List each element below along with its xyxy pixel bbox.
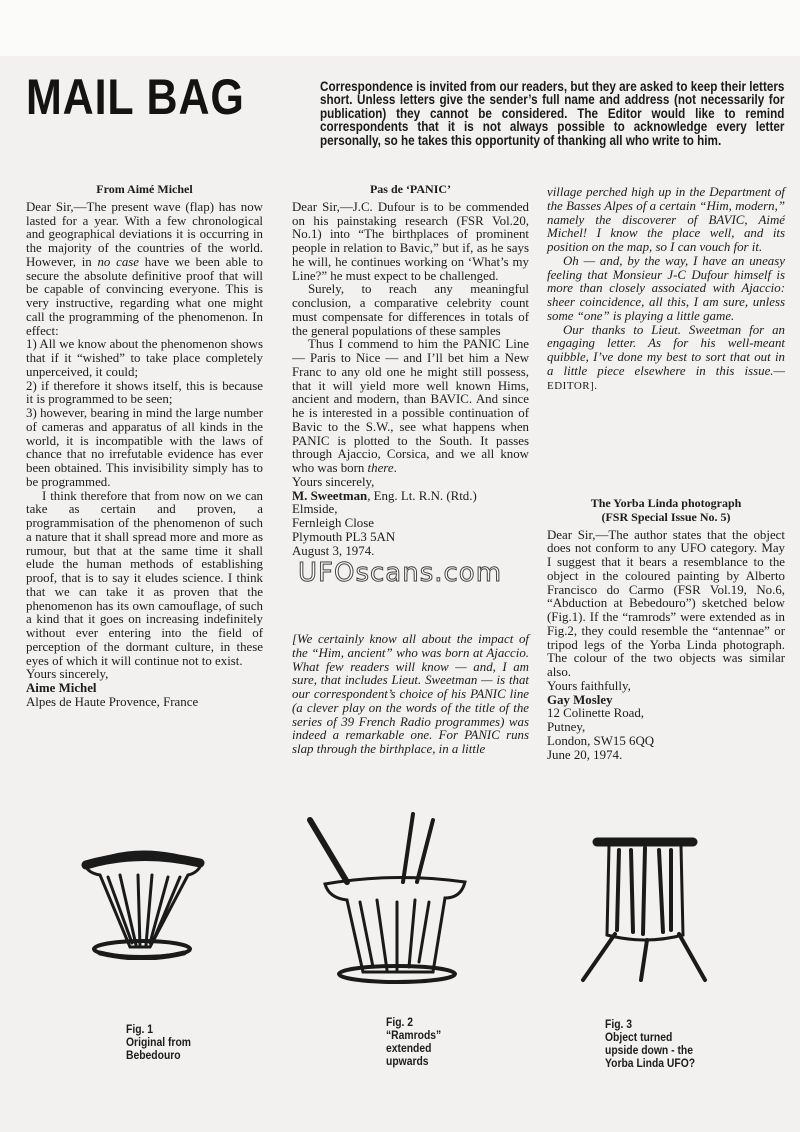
caption-line: Object turned [605,1032,673,1044]
editor-note-text: Oh — and, by the way, I have an uneasy feeling that Monsieur J-C Dufour himself is more than closely associated with Ajaccio: sheer coincidence, all this, I am sure, unless some “one” is playing a little game. [547,253,785,323]
letter-subheading: (FSR Special Issue No. 5) [601,509,731,524]
letter-paragraph [292,338,529,476]
letter-closing: Yours faithfully, [547,678,631,693]
page-title: MAIL BAG [26,69,245,125]
letter-paragraph [26,338,263,379]
letter-paragraph [26,201,263,339]
paragraph-text: Thus I commend to him the PANIC Line — Paris to Nice — and I’ll bet him a New Franc to any old one he might still possess, that it will yield more well known Hims, ancient and modern, than BAVIC. And since he is interested in a possible continuation of Bavic to the S.W., see what happens when PANIC is plotted to the South. It passes through Ajaccio, Corsica, and we all know who was born [292,337,529,475]
letter-signature: M. Sweetman [292,488,368,503]
emphasis-text: there [367,461,394,475]
letter-heading: Pas de ‘PANIC’ [369,182,452,196]
letter-heading: From Aimé Michel [96,182,193,196]
figure-3-caption [605,1019,695,1071]
page-margin [0,0,800,56]
letter-body: Dear Sir,—The author states that the object does not conform to any UFO category. May I suggest that it bears a resemblance to the object in the coloured painting by Alberto Francisco do Carmo (FSR Vol.19, No.6, “Abduction at Bebedouro”) sketched below (Fig.1). If the “ramrods” were extended as in Fig.2, they could resemble the “antennae” or tripod legs of the Yorba Linda photograph. The colour of the two objects was similar also. [547,527,785,679]
letter-address-line: Alpes de Haute Provence, France [26,694,199,709]
letter-heading: The Yorba Linda photograph [590,496,742,510]
letter-pas-de-panic [292,183,529,558]
intro-notice: Correspondence is invited from our readers, but they are asked to keep their letters short. Unless letters give the sender’s full name and address (not necessarily for publication) they cannot be considered. The Editor would like to remind correspondents that it is not always possible to acknowledge every letter personally, so he takes this opportunity of thanking all who write to him. [320,79,785,148]
figure-1-sketch [80,835,210,960]
letter-paragraph [26,380,263,408]
letter-closing: Yours sincerely, [26,667,109,682]
letter-body [292,201,529,476]
letter-paragraph [26,490,263,669]
paragraph-text: 3) however, bearing in mind the large number of cameras and apparatus of all kinds in the world, it is incompatible with the laws of chance that no irrefutable evidence has ever been obtained. This invisibility simply has to be programmed. [26,406,263,489]
letter-date: August 3, 1974. [292,543,375,558]
paragraph-text: Dear Sir,—The present wave (flap) has now lasted for a year. With a few chronological and geographical deviations it is occurring in the majority of the countries of the world. However, in [26,199,263,269]
paragraph-text: Surely, to reach any meaningful conclusion, a comparative celebrity count must compensate for differences in totals of the general populations of these samples [292,282,529,338]
figure-3-sketch [575,830,715,985]
signature-rank: , Eng. Lt. R.N. (Rtd.) [367,488,477,503]
letter-paragraph [292,201,529,284]
letter-aime-michel [26,183,263,710]
caption-line: “Ramrods” [386,1030,442,1042]
letter-address-line: 12 Colinette Road, [547,706,645,721]
letter-address-line: Plymouth PL3 5AN [292,529,396,544]
figure-1-caption [126,1024,191,1063]
letter-address-line: Putney, [547,720,586,734]
editor-note-text: [We certainly know all about the impact of the “Him, ancient” who was born at Ajaccio. What few readers will know — and, I am sure, that includes Lieut. Sweetman — is that our correspondent’s choice of his PANIC line (a clever play on the words of the title of the series of 39 French Radio programmes) was indeed a remarkable one. For PANIC runs slap through the birthplace, in a little [292,632,529,756]
letter-body [26,201,263,669]
figure-label: Fig. 3 [605,1019,633,1031]
caption-line: Yorba Linda UFO? [605,1058,696,1070]
caption-line: Original from [126,1037,191,1049]
editor-note-text: village perched high up in the Department of the Basses Alpes of a certain “Him, modern,” namely the discoverer of BAVIC, Aimé Michel! I know the place well, and its position on the map, so I can vouch for it. [547,185,785,254]
letter-address-line: Fernleigh Close [292,516,374,530]
editor-note-text: Our thanks to Lieut. Sweetman for an engaging letter. As for his well-meant quibble, I’ve done my best to sort that out in a little piece elsewhere in this issue.— [547,322,785,378]
paragraph-text: 2) if therefore it shows itself, this is because it is programmed to be seen; [26,378,263,407]
letter-address-line: Elmside, [292,502,338,517]
editor-signoff: EDITOR]. [547,379,598,392]
editor-note-part-2 [547,186,785,393]
letter-signature: Gay Mosley [547,692,613,707]
figure-2-sketch [305,812,475,987]
paragraph-text: 1) All we know about the phenomenon shows that if it “wished” to take place completely unperceived, it could; [26,337,263,379]
paragraph-text: I think therefore that from now on we can take as certain and proven, a programmisation of the phenomenon of such a nature that it shall spread more and more as rumour, but that at the same time it shall elude the human methods of establishing proof, that is to say it eludes science. I think that we can take it as proven that the phenomenon has its own camouflage, of such a kind that it goes on increasing indefinitely without ever entering into the field of perception of the dormant culture, in these eyes of which it will continue not to exist. [26,488,263,668]
figure-label: Fig. 2 [386,1017,414,1029]
letter-date: June 20, 1974. [547,747,623,762]
paragraph-text: . [393,461,397,475]
watermark: UFOscans.com [298,558,503,588]
letter-closing: Yours sincerely, [292,474,375,489]
letter-yorba-linda [547,497,785,762]
letter-paragraph [26,407,263,490]
paragraph-text: Dear Sir,—J.C. Dufour is to be commended on his painstaking research (FSR Vol.20, No.1) into “The birthplaces of prominent people in relation to Bavic,” but if, as he says he will, he continues working on ‘What’s my Line?” he must expect to be challenged. [292,199,529,283]
caption-line: upside down - the [605,1045,693,1057]
letter-signature: Aime Michel [26,681,97,695]
letter-address-line: London, SW15 6QQ [547,733,655,748]
paragraph-text: have we been able to secure the absolute definitive proof that will be capable of convincing everyone. This is very instructive, regarding what one might call the programming of the phenomenon. In effect: [26,254,263,338]
caption-line: extended [386,1043,432,1055]
figure-label: Fig. 1 [126,1024,154,1036]
figure-2-caption [386,1017,441,1069]
emphasis-text: no case [97,254,140,269]
editor-note-part-1 [292,633,529,757]
caption-line: Bebedouro [126,1050,181,1062]
caption-line: upwards [386,1056,429,1068]
letter-paragraph [292,283,529,338]
